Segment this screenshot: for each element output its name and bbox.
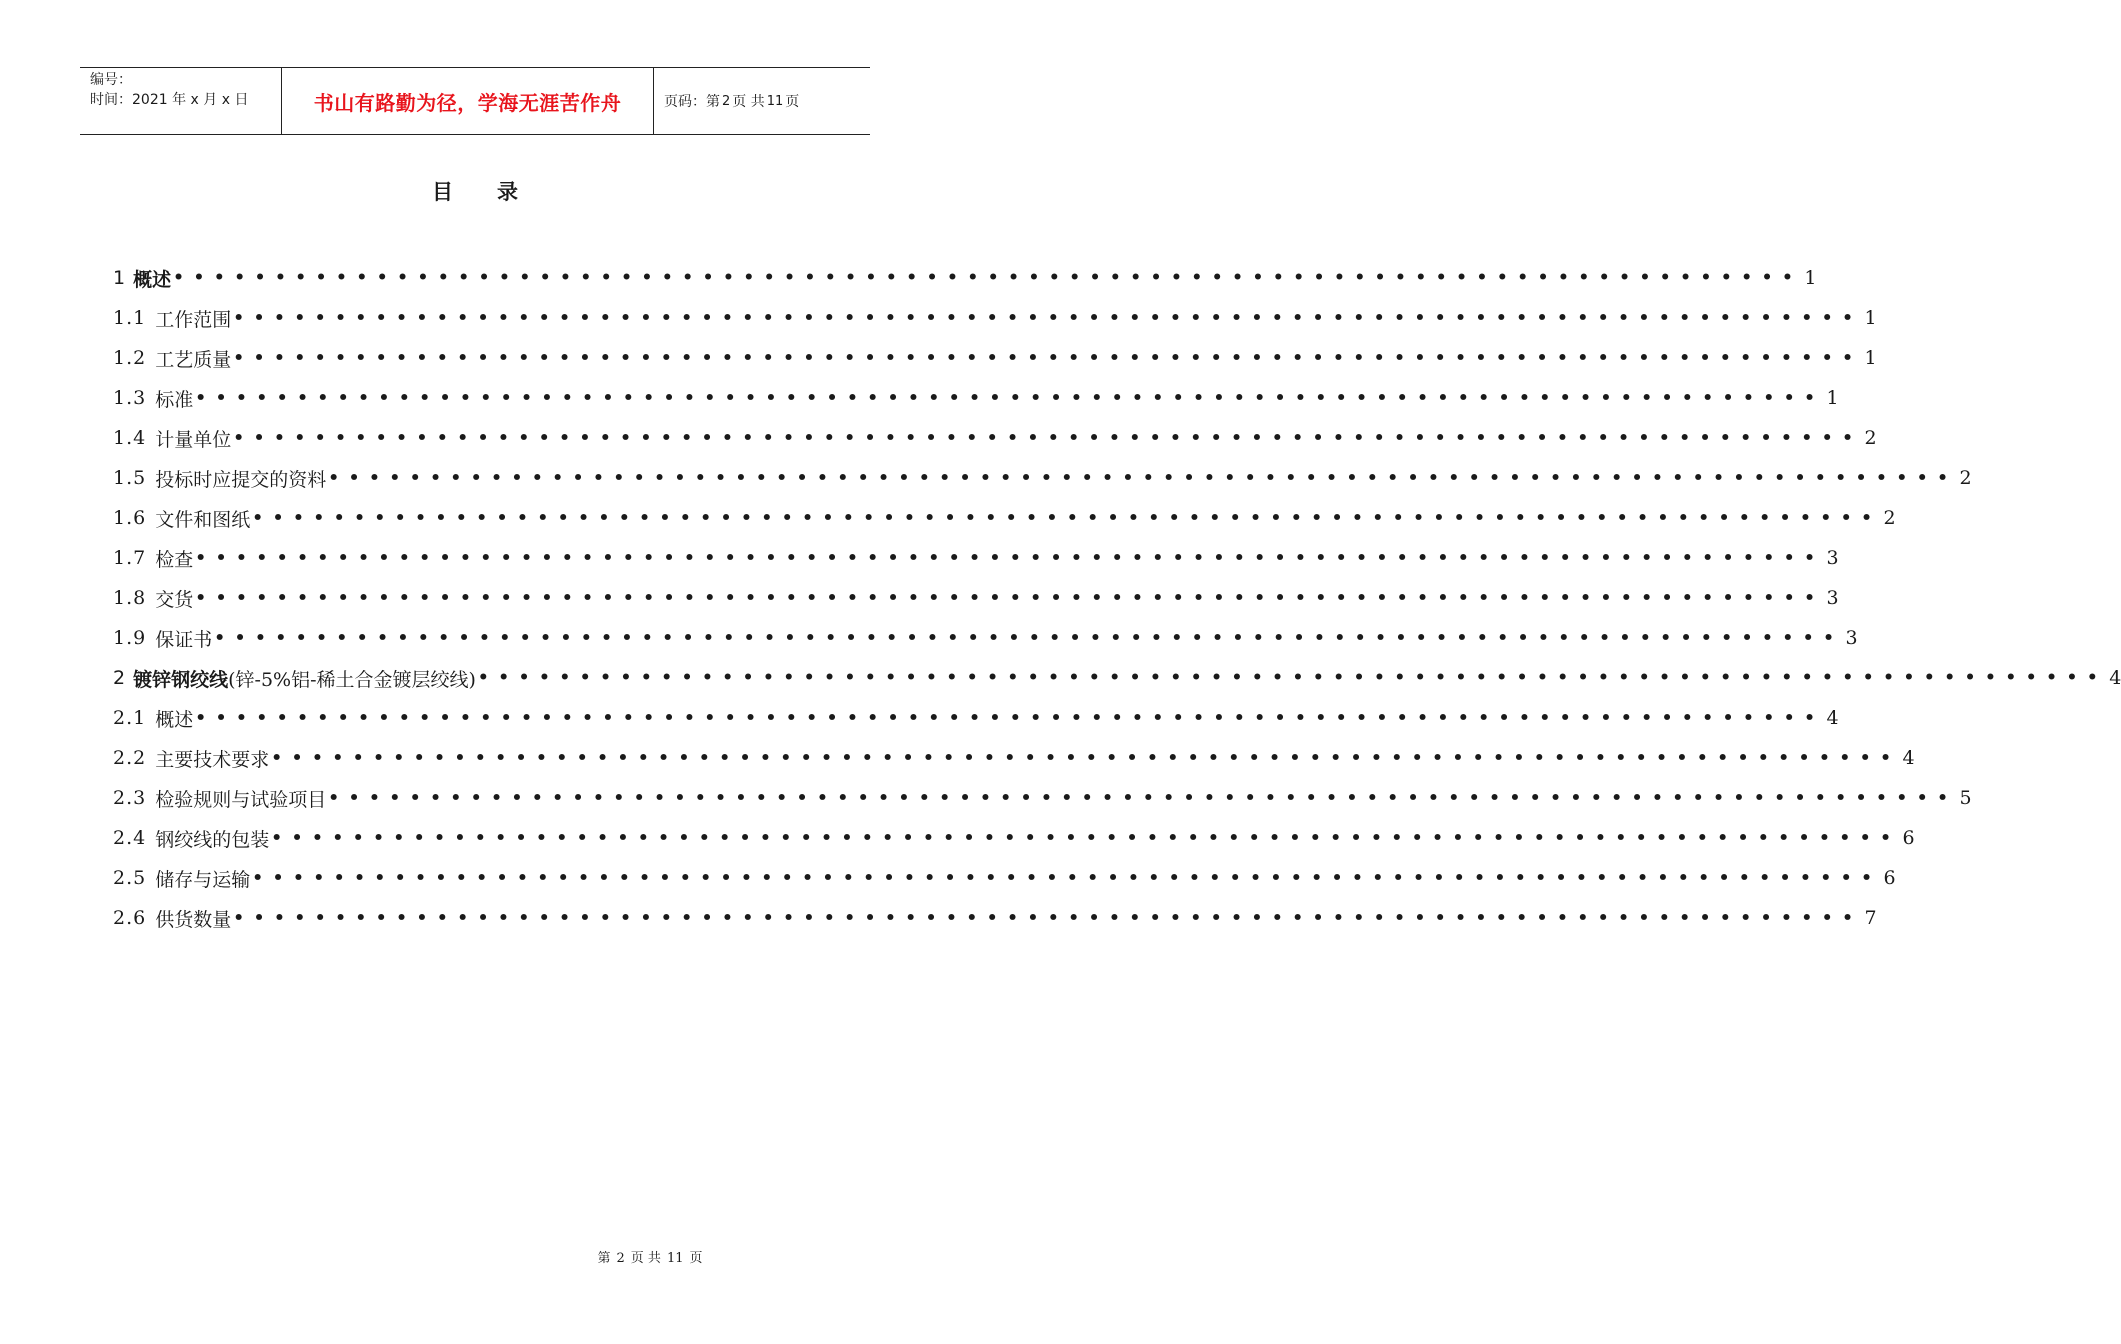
toc-title [0, 176, 950, 206]
toc-item[interactable] [113, 258, 1817, 298]
toc-item-number: 1.5 [113, 467, 147, 489]
toc-item-page: 1 [1826, 387, 1839, 409]
toc-item[interactable] [113, 778, 1972, 818]
toc-item-number: 1.9 [113, 627, 147, 649]
toc-item-number: 2.2 [113, 747, 147, 769]
toc-leader-dots: •••••••••••••••••••••••••••••••••••••••••••••••••••••••••••••••••••••••••••••••• [252, 508, 1882, 528]
toc-item-number: 2.6 [113, 907, 147, 929]
toc-item-page: 7 [1864, 907, 1877, 929]
toc-item-label: 钢绞线的包装 [155, 828, 270, 851]
toc-item-page: 3 [1826, 587, 1839, 609]
toc-item[interactable] [113, 858, 1896, 898]
toc-item-label: 工艺质量 [155, 348, 232, 371]
footer-current: 2 [616, 1251, 625, 1266]
toc-leader-dots: •••••••••••••••••••••••••••••••••••••••••••••••••••••••••••••••••••••••••••••••• [233, 908, 1863, 928]
toc-leader-dots: •••••••••••••••••••••••••••••••••••••••••••••••••••••••••••••••••••••••••••••••• [271, 748, 1901, 768]
toc-item-page: 6 [1883, 867, 1896, 889]
page-footer [0, 1247, 950, 1266]
toc-item-number: 1.2 [113, 347, 147, 369]
toc-item-page: 2 [1883, 507, 1896, 529]
toc-item[interactable] [113, 458, 1972, 498]
toc-item[interactable] [113, 658, 2121, 698]
toc-item-page: 6 [1902, 827, 1915, 849]
toc-leader-dots: •••••••••••••••••••••••••••••••••••••••••••••••••••••••••••••••••••••••••••••••• [195, 588, 1825, 608]
toc-item-number: 2.1 [113, 707, 147, 729]
toc-leader-dots: •••••••••••••••••••••••••••••••••••••••••••••••••••••••••••••••••••••••••••••••• [195, 708, 1825, 728]
toc-item-number: 1.1 [113, 307, 147, 329]
toc-item-number: 1.8 [113, 587, 147, 609]
toc-item[interactable] [113, 298, 1877, 338]
toc-item-page: 3 [1826, 547, 1839, 569]
toc-leader-dots: •••••••••••••••••••••••••••••••••••••••••••••••••••••••••••••••••••••••••••••••• [195, 388, 1825, 408]
footer-mid: 页 共 [630, 1251, 661, 1266]
toc-item-number: 2.5 [113, 867, 147, 889]
toc-item-page: 2 [1864, 427, 1877, 449]
footer-prefix: 第 [597, 1251, 611, 1266]
toc-item-label: 工作范围 [155, 308, 232, 331]
toc-leader-dots: •••••••••••••••••••••••••••••••••••••••••••••••••••••••••••••••••••••••••••••••• [328, 468, 1958, 488]
toc-title-right: 录 [497, 180, 518, 204]
toc-item-sublabel: (锌-5%铝-稀土合金镀层绞线) [228, 668, 476, 691]
toc-item[interactable] [113, 498, 1896, 538]
toc-item-label: 检查 [155, 548, 194, 571]
toc-item-label: 标准 [155, 388, 194, 411]
footer-suffix: 页 [689, 1251, 703, 1266]
toc-item-number: 1.6 [113, 507, 147, 529]
toc-item-page: 5 [1959, 787, 1972, 809]
toc-item-page: 3 [1845, 627, 1858, 649]
toc-item-number: 2 [113, 667, 126, 689]
toc-item-label: 投标时应提交的资料 [155, 468, 327, 491]
toc-leader-dots: •••••••••••••••••••••••••••••••••••••••••••••••••••••••••••••••••••••••••••••••• [173, 268, 1803, 288]
header-page-end: 页 [785, 94, 800, 110]
code-label: 编号： [90, 72, 132, 88]
toc-item-page: 1 [1864, 347, 1877, 369]
toc-item-number: 2.4 [113, 827, 147, 849]
toc-leader-dots: •••••••••••••••••••••••••••••••••••••••••••••••••••••••••••••••••••••••••••••••• [195, 548, 1825, 568]
toc-item[interactable] [113, 578, 1839, 618]
toc-leader-dots: •••••••••••••••••••••••••••••••••••••••••••••••••••••••••••••••••••••••••••••••• [233, 428, 1863, 448]
toc-leader-dots: •••••••••••••••••••••••••••••••••••••••••••••••••••••••••••••••••••••••••••••••• [328, 788, 1958, 808]
toc-item-number: 2.3 [113, 787, 147, 809]
table-of-contents [113, 258, 2121, 938]
toc-leader-dots: •••••••••••••••••••••••••••••••••••••••••••••••••••••••••••••••••••••••••••••••• [271, 828, 1901, 848]
toc-item[interactable] [113, 738, 1915, 778]
toc-item-page: 4 [2109, 667, 2121, 689]
toc-item-page: 1 [1804, 267, 1817, 289]
toc-item-page: 4 [1826, 707, 1839, 729]
header-page-label: 页码：第 [664, 94, 720, 110]
footer-total: 11 [666, 1251, 684, 1266]
toc-item-label: 供货数量 [155, 908, 232, 931]
toc-item-label: 储存与运输 [155, 868, 251, 891]
toc-item[interactable] [113, 818, 1915, 858]
toc-item[interactable] [113, 418, 1877, 458]
toc-item-label: 文件和图纸 [155, 508, 251, 531]
toc-item-page: 1 [1864, 307, 1877, 329]
header-page-info [654, 68, 870, 134]
time-label: 时间：2021 年 x 月 x 日 [90, 92, 249, 108]
toc-item-page: 4 [1902, 747, 1915, 769]
toc-item-label: 概述 [155, 708, 194, 731]
toc-item-label: 镀锌钢绞线 [133, 668, 229, 691]
toc-item-label: 计量单位 [155, 428, 232, 451]
toc-leader-dots: •••••••••••••••••••••••••••••••••••••••••••••••••••••••••••••••••••••••••••••••• [233, 308, 1863, 328]
header-motto: 书山有路勤为径，学海无涯苦作舟 [281, 68, 654, 134]
toc-item[interactable] [113, 618, 1858, 658]
toc-item[interactable] [113, 538, 1839, 578]
toc-item-number: 1.7 [113, 547, 147, 569]
toc-item[interactable] [113, 378, 1839, 418]
header-page-total: 11 [766, 93, 784, 109]
toc-item-number: 1.4 [113, 427, 147, 449]
toc-title-left: 目 [432, 180, 453, 204]
toc-item-label: 主要技术要求 [155, 748, 270, 771]
toc-item-label: 保证书 [155, 628, 213, 651]
header-page-current: 2 [722, 93, 731, 109]
toc-leader-dots: •••••••••••••••••••••••••••••••••••••••••••••••••••••••••••••••••••••••••••••••• [252, 868, 1882, 888]
toc-item-number: 1.3 [113, 387, 147, 409]
header-page-mid: 页 共 [732, 94, 765, 110]
toc-item-number: 1 [113, 267, 126, 289]
page-header [80, 67, 870, 135]
toc-leader-dots: •••••••••••••••••••••••••••••••••••••••••••••••••••••••••••••••••••••••••••••••• [214, 628, 1844, 648]
toc-leader-dots: •••••••••••••••••••••••••••••••••••••••••••••••••••••••••••••••••••••••••••••••• [477, 668, 2108, 688]
toc-item[interactable] [113, 898, 1877, 938]
header-meta [80, 68, 281, 134]
toc-item-label: 概述 [133, 268, 172, 291]
toc-item[interactable] [113, 338, 1877, 378]
toc-item-label: 检验规则与试验项目 [155, 788, 327, 811]
toc-item-label: 交货 [155, 588, 194, 611]
toc-item[interactable] [113, 698, 1839, 738]
toc-leader-dots: •••••••••••••••••••••••••••••••••••••••••••••••••••••••••••••••••••••••••••••••• [233, 348, 1863, 368]
toc-item-page: 2 [1959, 467, 1972, 489]
